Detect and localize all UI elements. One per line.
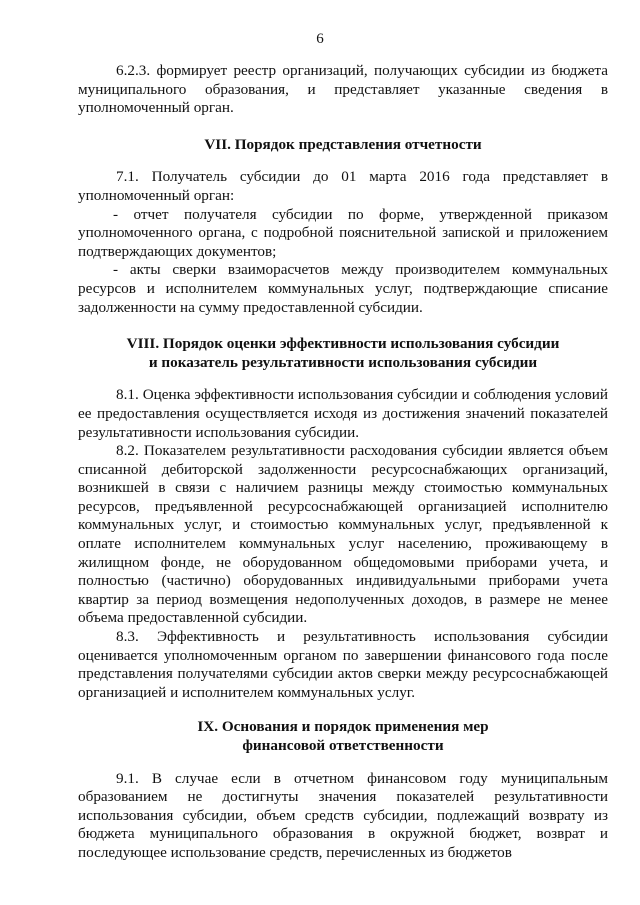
- document-body: [78, 62, 608, 861]
- paragraph-8-3: 8.3. Эффективность и результативность использования субсидии оценивается уполномоченным органом по завершении финансового года после представления получателями субсидии актов сверки между ресурсоснабжающей организацией и исполнителем коммунальных услуг.: [78, 628, 608, 701]
- paragraph-9-1-wrapper: [78, 769, 608, 861]
- list-item-report: - отчет получателя субсидии по форме, утвержденной приказом уполномоченного органа, с подробной пояснительной запиской и приложением подтверждающих документов;: [78, 205, 608, 260]
- section-9-heading-line1: IX. Основания и порядок применения мер: [197, 718, 489, 736]
- section-7-heading: VII. Порядок представления отчетности: [204, 135, 482, 153]
- paragraph-9-1: 9.1. В случае если в отчетном финансовом году муниципальным образованием не достигнуты значения показателей результативности использования субсидии, объем средств субсидии, подлежащий возврату из бюджета муниципального образования в окружной бюджет, возврат и последующее использование средств, перечисленных из бюджетов: [78, 769, 608, 861]
- paragraph-7-1: 7.1. Получатель субсидии до 01 марта 2016 года представляет в уполномоченный орган:: [78, 168, 608, 204]
- section-8-heading: [78, 335, 608, 372]
- page-number: 6: [316, 31, 324, 47]
- paragraph-8-1: 8.1. Оценка эффективности использования субсидии и соблюдения условий ее предоставления осуществляется исходя из достижения значений показателей результативности использования субсидии.: [78, 386, 608, 441]
- paragraph-8-2: 8.2. Показателем результативности расходования субсидии является объем списанной дебиторской задолженности ресурсоснабжающих организаций, возникшей в связи с наличием разницы между стоимостью коммунальных ресурсов, предъявленной ресурсоснабжающей организацией исполнителю коммунальных услуг, и стоимостью коммунальных услуг, предъявленной к оплате исполнителем коммунальных услуг населению, проживающему в жилищном фонде, не оборудованном общедомовыми приборами учета, и полностью (частично) оборудованных индивидуальными приборами учета квартир за период возмещения недополученных доходов, в размере не менее объема предоставленной субсидии.: [78, 442, 608, 627]
- section-9-heading-line2: финансовой ответственности: [242, 737, 444, 754]
- section-8-heading-line2: и показатель результативности использования субсидии: [148, 353, 538, 371]
- paragraph-6-2-3: 6.2.3. формирует реестр организаций, получающих субсидии из бюджета муниципального образования, и представляет указанные сведения в уполномоченный орган.: [78, 62, 608, 117]
- list-item-reconciliation-acts: - акты сверки взаиморасчетов между производителем коммунальных ресурсов и исполнителем коммунальных услуг, подтверждающие списание задолженности на сумму предоставленной субсидии.: [78, 261, 608, 316]
- section-8-heading-line1: VIII. Порядок оценки эффективности использования субсидии: [126, 335, 560, 353]
- section-9-heading: [78, 718, 608, 755]
